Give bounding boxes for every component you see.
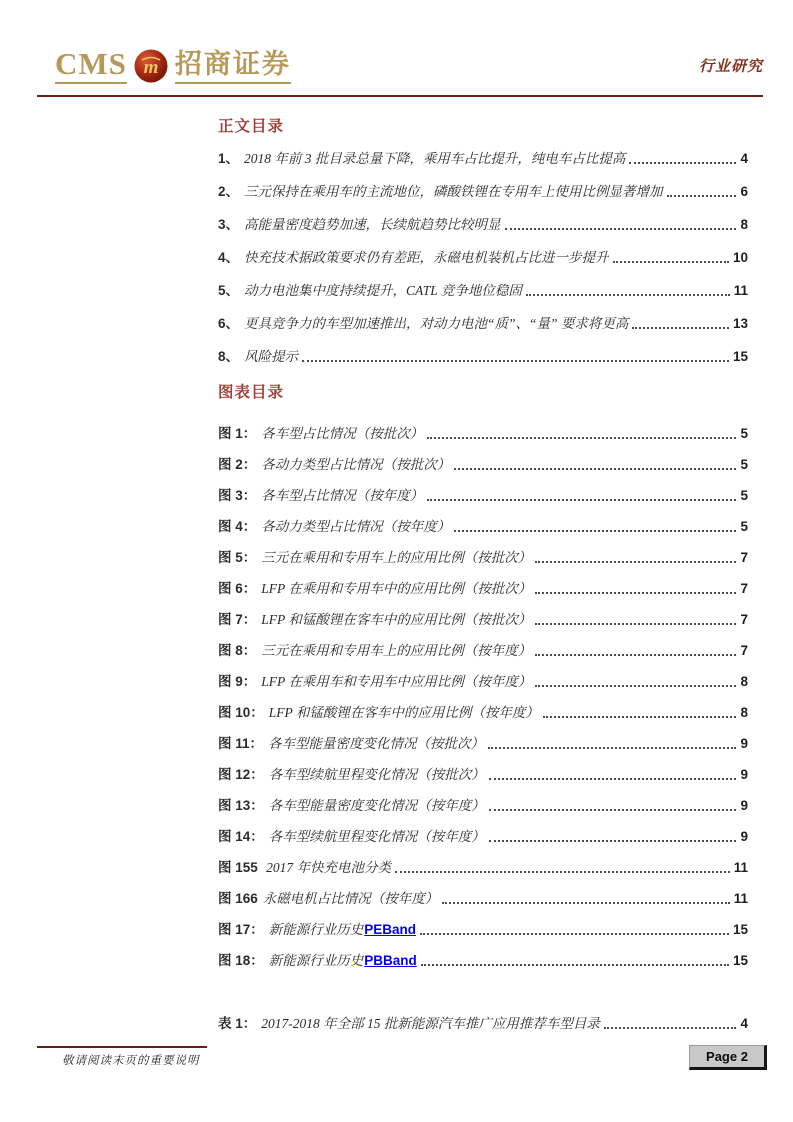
entry-number: 8、: [218, 349, 240, 364]
main-toc-section: [218, 114, 748, 380]
dotted-leader: [526, 294, 730, 296]
entry-number: 3、: [218, 217, 240, 232]
dotted-leader: [302, 360, 729, 362]
toc-entry: [218, 314, 748, 333]
entry-number: 6、: [218, 316, 240, 331]
toc-entry: [218, 765, 748, 784]
entry-title: LFP 和锰酸锂在客车中的应用比例（按批次）: [261, 612, 532, 627]
entry-number: 图 8：: [218, 643, 257, 658]
dotted-leader: [454, 468, 736, 470]
entry-title: 各车型续航里程变化情况（按年度）: [268, 829, 485, 844]
dotted-leader: [613, 261, 729, 263]
entry-number: 图 9：: [218, 674, 257, 689]
entry-title: 2018 年前 3 批目录总量下降，乘用车占比提升，纯电车占比提高: [244, 151, 626, 166]
toc-entry: [218, 182, 748, 201]
toc-entry: [218, 796, 748, 815]
toc-entry: [218, 951, 748, 970]
entry-title: 风险提示: [244, 349, 299, 364]
entry-title: 各车型能量密度变化情况（按批次）: [268, 736, 485, 751]
main-toc-list: [218, 149, 748, 366]
toc-entry: [218, 579, 748, 598]
cms-logo-text: CMS: [55, 48, 127, 84]
entry-page-number: 8: [740, 217, 748, 232]
cms-logo: [55, 48, 291, 84]
toc-entry: [218, 641, 748, 660]
entry-page-number: 7: [740, 581, 748, 596]
toc-entry: [218, 827, 748, 846]
entry-page-number: 7: [740, 612, 748, 627]
toc-entry: [218, 347, 748, 366]
svg-text:m: m: [143, 57, 159, 78]
entry-page-number: 5: [740, 519, 748, 534]
dotted-leader: [535, 685, 736, 687]
entry-title: 高能量密度趋势加速，长续航趋势比较明显: [244, 217, 501, 232]
entry-title: 各车型占比情况（按批次）: [261, 426, 424, 441]
entry-page-number: 15: [732, 349, 748, 364]
figures-toc-section: [218, 380, 748, 982]
entry-page-number: 7: [740, 550, 748, 565]
entry-title: 新能源行业历史: [268, 922, 364, 937]
entry-title: 三元保持在乘用车的主流地位，磷酸铁锂在专用车上使用比例显著增加: [244, 184, 663, 199]
dotted-leader: [535, 623, 736, 625]
toc-entry: [218, 610, 748, 629]
tables-toc-list: [218, 1014, 748, 1033]
toc-entry: [218, 920, 748, 939]
entry-title: 动力电池集中度持续提升，CATL 竞争地位稳固: [244, 283, 522, 298]
entry-page-number: 9: [740, 736, 748, 751]
entry-page-number: 11: [733, 891, 748, 906]
toc-entry: [218, 734, 748, 753]
entry-page-number: 7: [740, 643, 748, 658]
entry-page-number: 4: [740, 151, 748, 166]
toc-entry: [218, 858, 748, 877]
report-category-label: 行业研究: [698, 59, 763, 75]
dotted-leader: [505, 228, 737, 230]
entry-page-number: 15: [732, 922, 748, 937]
dotted-leader: [427, 437, 736, 439]
entry-page-number: 15: [732, 953, 748, 968]
dotted-leader: [427, 499, 736, 501]
page-number-badge: Page 2: [689, 1045, 767, 1070]
dotted-leader: [395, 871, 730, 873]
entry-title: 各动力类型占比情况（按年度）: [261, 519, 451, 534]
entry-page-number: 10: [732, 250, 748, 265]
cms-brand-name: 招商证券: [175, 51, 291, 84]
entry-title: 三元在乘用和专用车上的应用比例（按批次）: [261, 550, 532, 565]
entry-title: LFP 在乘用车和专用车中应用比例（按年度）: [261, 674, 532, 689]
dotted-leader: [629, 162, 736, 164]
figures-toc-title: 图表目录: [218, 384, 285, 401]
entry-number: 4、: [218, 250, 240, 265]
entry-number: 图 13：: [218, 798, 264, 813]
dotted-leader: [454, 530, 736, 532]
entry-number: 图 2：: [218, 457, 257, 472]
entry-number: 图 10：: [218, 705, 264, 720]
entry-number: 图 18：: [218, 953, 264, 968]
toc-entry: [218, 215, 748, 234]
main-toc-title: 正文目录: [218, 118, 285, 135]
toc-entry: [218, 703, 748, 722]
dotted-leader: [535, 654, 736, 656]
entry-number: 图 166: [218, 891, 258, 906]
dotted-leader: [632, 327, 729, 329]
entry-page-number: 4: [740, 1016, 748, 1031]
entry-title: 2017 年快充电池分类: [262, 860, 392, 875]
entry-title: 更具竞争力的车型加速推出，对动力电池“质”、“量” 要求将更高: [244, 316, 629, 331]
entry-number: 图 6：: [218, 581, 257, 596]
entry-number: 5、: [218, 283, 240, 298]
entry-title: LFP 和锰酸锂在客车中的应用比例（按年度）: [268, 705, 539, 720]
entry-page-number: 9: [740, 767, 748, 782]
entry-page-number: 5: [740, 426, 748, 441]
entry-number: 图 11：: [218, 736, 264, 751]
dotted-leader: [667, 195, 737, 197]
toc-entry: [218, 455, 748, 474]
dotted-leader: [535, 592, 736, 594]
dotted-leader: [489, 809, 737, 811]
entry-page-number: 8: [740, 674, 748, 689]
footer-divider: [37, 1046, 207, 1048]
entry-title: 永磁电机占比情况（按年度）: [262, 891, 439, 906]
dotted-leader: [489, 778, 737, 780]
toc-entry: [218, 1014, 748, 1033]
entry-title: 新能源行业历史: [268, 953, 364, 968]
toc-entry: [218, 548, 748, 567]
entry-number: 1、: [218, 151, 240, 166]
dotted-leader: [420, 933, 729, 935]
cms-emblem-icon: [134, 49, 168, 83]
entry-hyperlink[interactable]: PBBand: [364, 953, 417, 968]
entry-number: 图 17：: [218, 922, 264, 937]
entry-title: 各车型占比情况（按年度）: [261, 488, 424, 503]
entry-page-number: 9: [740, 829, 748, 844]
toc-entry: [218, 248, 748, 267]
toc-entry: [218, 517, 748, 536]
entry-page-number: 6: [740, 184, 748, 199]
entry-number: 图 7：: [218, 612, 257, 627]
entry-page-number: 11: [733, 860, 748, 875]
dotted-leader: [421, 964, 729, 966]
entry-number: 图 4：: [218, 519, 257, 534]
report-header: [55, 48, 763, 84]
entry-page-number: 11: [733, 283, 748, 298]
entry-number: 图 12：: [218, 767, 264, 782]
entry-number: 图 1：: [218, 426, 257, 441]
entry-number: 图 155: [218, 860, 258, 875]
tables-toc-section: [218, 1014, 748, 1033]
entry-title: 各车型续航里程变化情况（按批次）: [268, 767, 485, 782]
entry-title: 2017-2018 年全部 15 批新能源汽车推广应用推荐车型目录: [261, 1016, 600, 1031]
toc-entry: [218, 281, 748, 300]
entry-page-number: 5: [740, 457, 748, 472]
toc-entry: [218, 672, 748, 691]
dotted-leader: [543, 716, 737, 718]
dotted-leader: [604, 1027, 737, 1029]
toc-entry: [218, 889, 748, 908]
entry-number: 图 14：: [218, 829, 264, 844]
entry-title: LFP 在乘用和专用车中的应用比例（按批次）: [261, 581, 532, 596]
entry-number: 2、: [218, 184, 240, 199]
entry-title: 各车型能量密度变化情况（按年度）: [268, 798, 485, 813]
entry-title: 三元在乘用和专用车上的应用比例（按年度）: [261, 643, 532, 658]
header-divider: [37, 95, 763, 97]
figures-toc-list: [218, 424, 748, 970]
entry-page-number: 13: [732, 316, 748, 331]
dotted-leader: [489, 840, 737, 842]
dotted-leader: [488, 747, 736, 749]
entry-page-number: 5: [740, 488, 748, 503]
entry-title: 快充技术据政策要求仍有差距，永磁电机装机占比进一步提升: [244, 250, 609, 265]
dotted-leader: [442, 902, 729, 904]
entry-number: 图 5：: [218, 550, 257, 565]
toc-entry: [218, 424, 748, 443]
footer-disclaimer: 敬请阅读末页的重要说明: [62, 1055, 200, 1067]
toc-entry: [218, 486, 748, 505]
toc-entry: [218, 149, 748, 168]
entry-page-number: 8: [740, 705, 748, 720]
entry-number: 表 1：: [218, 1016, 257, 1031]
entry-hyperlink[interactable]: PEBand: [364, 922, 417, 937]
entry-title: 各动力类型占比情况（按批次）: [261, 457, 451, 472]
entry-page-number: 9: [740, 798, 748, 813]
dotted-leader: [535, 561, 736, 563]
entry-number: 图 3：: [218, 488, 257, 503]
